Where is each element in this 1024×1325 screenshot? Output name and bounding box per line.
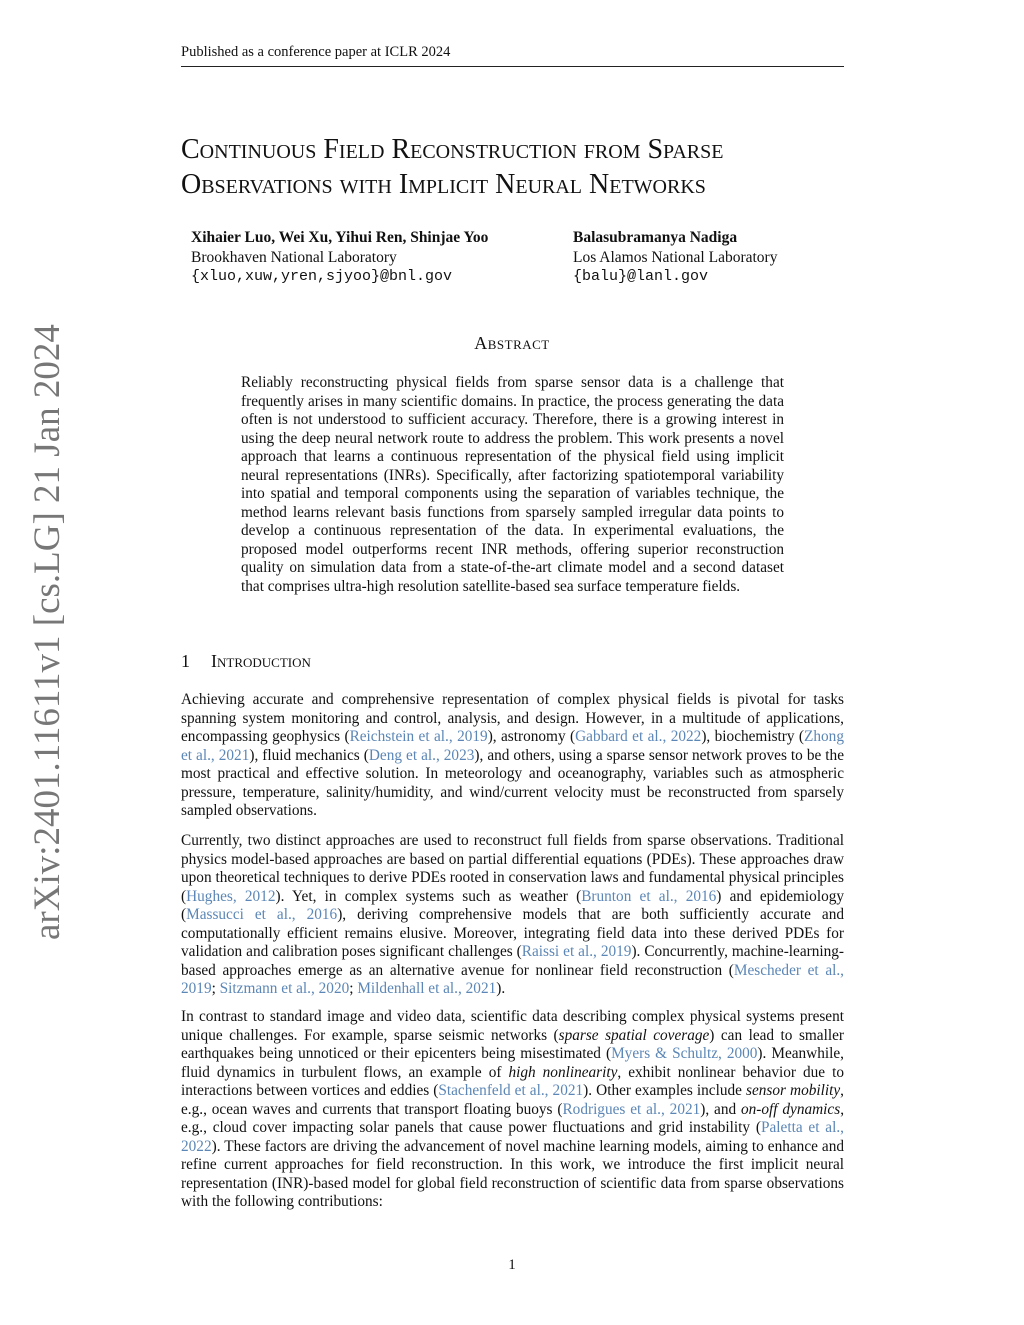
text-run: ), and others, using a sparse sensor network proves to be the most practical and effective solution. In meteorology and oceanography, variables such as atmospheric pressure, temperature, salinity/humidity, and wind/current velocity must be reconstructed from sparsely sampled observations.	[181, 746, 844, 819]
text-run: ) and epidemiology (	[181, 887, 845, 923]
text-run: ), biochemistry (	[701, 728, 805, 745]
text-run: In contrast to standard image and video data, scientific data describing complex physical systems present unique challenges. For example, sparse seismic networks (	[181, 1008, 844, 1044]
text-run: ), astronomy (	[487, 728, 576, 745]
text-run: ). Yet, in complex systems such as weather (	[275, 887, 582, 905]
citation-link[interactable]: Mescheder et al., 2019	[181, 961, 845, 997]
text-run: , e.g., ocean waves and currents that transport floating buoys (	[181, 1082, 844, 1118]
emphasis: on-off dynamics	[741, 1100, 841, 1118]
author-block-left	[191, 228, 488, 287]
citation-link[interactable]: Sitzmann et al., 2020	[219, 980, 350, 997]
author-email: {xluo,xuw,yren,sjyoo}@bnl.gov	[191, 268, 453, 285]
section-heading-introduction	[181, 651, 311, 672]
emphasis: high nonlinearity	[508, 1063, 618, 1081]
intro-paragraph-3	[181, 1008, 844, 1212]
citation-link[interactable]: Paletta et al., 2022	[181, 1119, 844, 1155]
text-run: ) can lead to smaller earthquakes being unnoticed or their epicenters being misestimated (	[181, 1026, 844, 1062]
text-run: Achieving accurate and comprehensive representation of complex physical fields is pivotal for tasks spanning system monitoring and control, analysis, and design. However, in a multitude of applications, encompassing geophysics (	[181, 691, 844, 745]
author-email: {balu}@lanl.gov	[573, 268, 709, 285]
author-names: Xihaier Luo, Wei Xu, Yihui Ren, Shinjae Yoo	[191, 229, 489, 246]
text-run: ). Meanwhile, fluid dynamics in turbulent flows, an example of	[181, 1045, 844, 1081]
citation-link[interactable]: Brunton et al., 2016	[581, 887, 717, 905]
text-run: ). Concurrently, machine-learning-based approaches emerge as an alternative avenue for nonlinear field reconstruction (	[181, 943, 844, 979]
emphasis: sparse spatial coverage	[558, 1026, 710, 1044]
citation-link[interactable]: Reichstein et al., 2019	[349, 728, 488, 745]
text-run: Currently, two distinct approaches are used to reconstruct full fields from sparse observations. Traditional physics model-based approaches are based on partial differential equations (PDEs). These approaches draw upon theoretical techniques to derive PDEs rooted in conservation laws and fundamental physical principles (	[181, 832, 844, 905]
text-run: , e.g., cloud cover impacting solar panels that cause power fluctuations and grid instability (	[181, 1100, 845, 1136]
text-run: ), fluid mechanics (	[249, 746, 369, 764]
page-header	[181, 42, 844, 67]
abstract-heading: Abstract	[474, 333, 550, 353]
author-affiliation: Los Alamos National Laboratory	[573, 248, 778, 266]
page-number: 1	[508, 1257, 516, 1273]
text-run: , exhibit nonlinear behavior due to interactions between vortices and eddies (	[181, 1063, 844, 1099]
citation-link[interactable]: Hughes, 2012	[186, 887, 276, 905]
header-text: Published as a conference paper at ICLR 2024	[181, 44, 451, 60]
abstract-text: Reliably reconstructing physical fields from sparse sensor data is a challenge that frequently arises in many scientific domains. In practice, the process generating the data often is not understood to sufficient accuracy. Therefore, there is a growing interest in using the deep neural network route to address the problem. This work presents a novel approach that learns a continuous representation of the physical field using implicit neural representations (INRs). Specifically, after factorizing spatiotemporal variability into spatial and temporal components using the separation of variables technique, the method learns relevant basis functions from sparsely sampled irregular data points to develop a continuous representation of the data. In experimental evaluations, the proposed model outperforms recent INR methods, offering superior reconstruction quality on simulation data from a state-of-the-art climate model and a second dataset that comprises ultra-high resolution satellite-based sea surface temperature fields.	[241, 374, 784, 595]
title-line-1: Continuous Field Reconstruction from Sparse	[181, 134, 724, 165]
text-run: ).	[496, 980, 506, 997]
citation-link[interactable]: Mildenhall et al., 2021	[357, 980, 497, 997]
citation-link[interactable]: Myers & Schultz, 2000	[611, 1045, 758, 1062]
author-names: Balasubramanya Nadiga	[573, 229, 738, 246]
text-run: ). These factors are driving the advancement of novel machine learning models, aiming to enhance and refine current approaches for field reconstruction. In this work, we introduce the first implicit neural representation (INR)-based model for global field reconstruction of scientific data from sparse observations with the following contributions:	[181, 1137, 844, 1210]
citation-link[interactable]: Rodrigues et al., 2021	[562, 1100, 701, 1118]
intro-paragraph-1	[181, 691, 844, 821]
citation-link[interactable]: Zhong et al., 2021	[181, 728, 844, 764]
author-affiliation: Brookhaven National Laboratory	[191, 248, 397, 266]
text-run: ;	[349, 980, 358, 997]
text-run: ;	[211, 980, 220, 997]
citation-link[interactable]: Raissi et al., 2019	[521, 943, 632, 960]
text-run: ). Other examples include	[583, 1082, 747, 1099]
title-line-2: Observations with Implicit Neural Networks	[181, 169, 706, 200]
paper-title	[181, 132, 861, 202]
citation-link[interactable]: Massucci et al., 2016	[186, 906, 338, 923]
arxiv-side-stamp: arXiv:2401.11611v1 [cs.LG] 21 Jan 2024	[27, 324, 68, 940]
section-number: 1	[181, 651, 190, 671]
citation-link[interactable]: Deng et al., 2023	[368, 746, 475, 764]
author-block-right	[573, 228, 777, 287]
citation-link[interactable]: Gabbard et al., 2022	[575, 728, 702, 745]
emphasis: sensor mobility	[746, 1082, 841, 1099]
text-run: ), deriving comprehensive models that are both sufficiently accurate and computationally efficient remains elusive. Moreover, integrating field data into these derived PDEs for validation and calibration poses significant challenges (	[181, 906, 844, 960]
citation-link[interactable]: Stachenfeld et al., 2021	[438, 1082, 584, 1099]
intro-paragraph-2	[181, 832, 844, 999]
section-title: Introduction	[211, 651, 311, 671]
text-run: ), and	[700, 1100, 741, 1118]
